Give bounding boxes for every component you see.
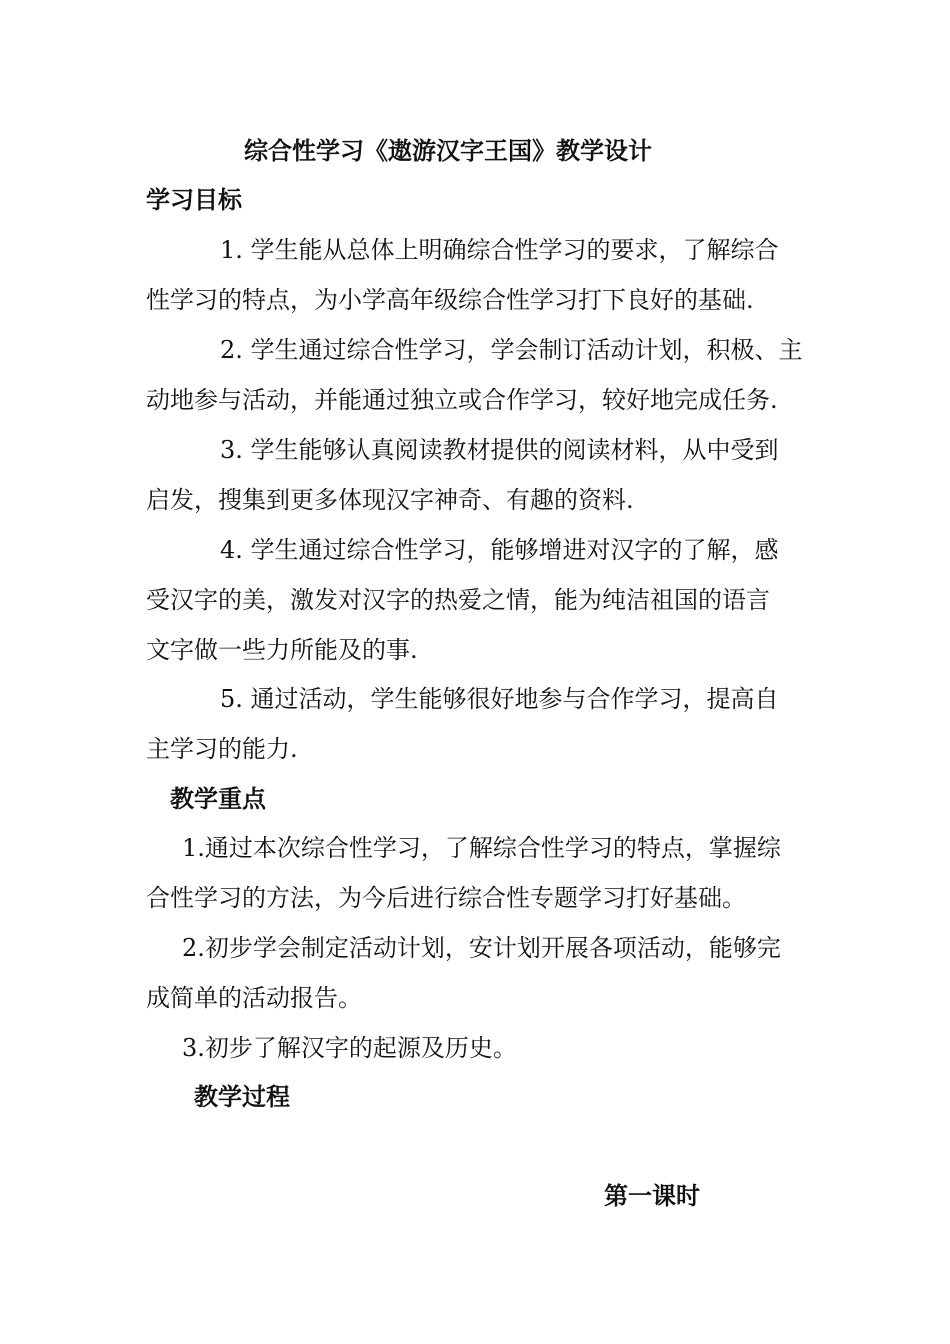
objective-3-line-1: 3. 学生能够认真阅读教材提供的阅读材料，从中受到 bbox=[220, 436, 779, 464]
key-points-heading: 教学重点 bbox=[170, 784, 266, 813]
objective-2-line-1: 2. 学生通过综合性学习，学会制订活动计划，积极、主 bbox=[220, 336, 803, 364]
objective-4-line-1: 4. 学生通过综合性学习，能够增进对汉字的了解，感 bbox=[220, 536, 779, 564]
objective-1-line-1: 1. 学生能从总体上明确综合性学习的要求，了解综合 bbox=[220, 236, 779, 264]
lesson-heading: 第一课时 bbox=[604, 1181, 700, 1210]
key-point-2-line-2: 成简单的活动报告。 bbox=[146, 984, 362, 1012]
objective-1-line-2: 性学习的特点，为小学高年级综合性学习打下良好的基础. bbox=[146, 286, 754, 314]
objective-3-line-2: 启发，搜集到更多体现汉字神奇、有趣的资料. bbox=[146, 486, 634, 514]
key-point-1-line-2: 合性学习的方法，为今后进行综合性专题学习打好基础。 bbox=[146, 884, 746, 912]
objective-5-line-2: 主学习的能力. bbox=[146, 735, 298, 763]
document-title: 综合性学习《遨游汉字王国》教学设计 bbox=[244, 136, 652, 165]
objective-5-line-1: 5. 通过活动，学生能够很好地参与合作学习，提高自 bbox=[220, 685, 779, 713]
key-point-1-line-1: 1.通过本次综合性学习，了解综合性学习的特点，掌握综 bbox=[182, 834, 781, 862]
objective-4-line-3: 文字做一些力所能及的事. bbox=[146, 636, 418, 664]
objective-4-line-2: 受汉字的美，激发对汉字的热爱之情，能为纯洁祖国的语言 bbox=[146, 586, 770, 614]
process-heading: 教学过程 bbox=[194, 1082, 290, 1111]
objectives-heading: 学习目标 bbox=[146, 185, 242, 214]
key-point-2-line-1: 2.初步学会制定活动计划，安计划开展各项活动，能够完 bbox=[182, 934, 781, 962]
key-point-3-line-1: 3.初步了解汉字的起源及历史。 bbox=[182, 1034, 517, 1062]
objective-2-line-2: 动地参与活动，并能通过独立或合作学习，较好地完成任务. bbox=[146, 386, 778, 414]
